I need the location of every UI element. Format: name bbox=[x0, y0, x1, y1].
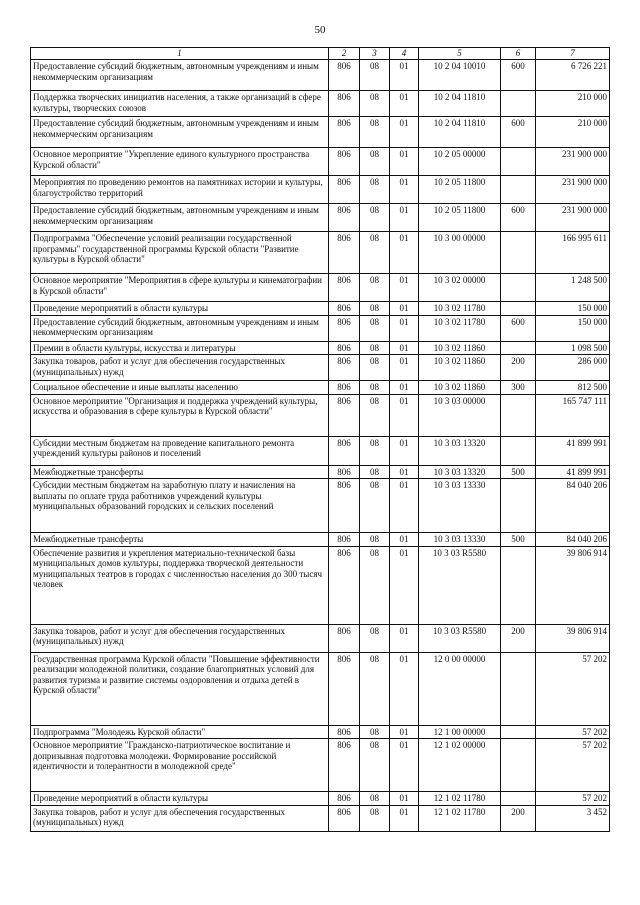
row-kind-cell bbox=[501, 739, 536, 792]
row-amount-cell: 39 806 914 bbox=[536, 624, 610, 652]
row-amount-cell: 57 202 bbox=[536, 725, 610, 739]
row-code-cell: 806 bbox=[329, 117, 360, 148]
row-subsection-cell: 01 bbox=[390, 60, 419, 91]
row-name-cell: Предоставление субсидий бюджетным, автономным учреждениям и иным некоммерческим организациям bbox=[31, 60, 329, 91]
row-amount-cell: 1 098 500 bbox=[536, 341, 610, 355]
table-row bbox=[31, 652, 610, 725]
table-row bbox=[31, 465, 610, 479]
row-name-cell: Межбюджетные трансферты bbox=[31, 533, 329, 547]
row-target-cell: 10 3 02 11860 bbox=[419, 381, 501, 395]
row-section-cell: 08 bbox=[360, 341, 390, 355]
row-code-cell: 806 bbox=[329, 91, 360, 117]
row-subsection-cell: 01 bbox=[390, 381, 419, 395]
row-code-cell: 806 bbox=[329, 725, 360, 739]
row-section-cell: 08 bbox=[360, 148, 390, 176]
row-amount-cell: 812 500 bbox=[536, 381, 610, 395]
row-section-cell: 08 bbox=[360, 792, 390, 806]
row-name-cell: Проведение мероприятий в области культуры bbox=[31, 302, 329, 316]
table-row bbox=[31, 479, 610, 533]
row-subsection-cell: 01 bbox=[390, 355, 419, 381]
row-section-cell: 08 bbox=[360, 176, 390, 204]
row-code-cell: 806 bbox=[329, 274, 360, 302]
row-name-cell: Мероприятия по проведению ремонтов на памятниках истории и культуры, благоустройство территорий bbox=[31, 176, 329, 204]
row-kind-cell: 300 bbox=[501, 381, 536, 395]
row-subsection-cell: 01 bbox=[390, 546, 419, 624]
row-subsection-cell: 01 bbox=[390, 302, 419, 316]
row-target-cell: 12 1 02 00000 bbox=[419, 739, 501, 792]
page-number: 50 bbox=[314, 24, 326, 36]
row-section-cell: 08 bbox=[360, 805, 390, 831]
row-kind-cell: 200 bbox=[501, 624, 536, 652]
row-target-cell: 10 3 03 13330 bbox=[419, 533, 501, 547]
row-kind-cell bbox=[501, 436, 536, 465]
row-kind-cell: 500 bbox=[501, 533, 536, 547]
row-amount-cell: 41 899 991 bbox=[536, 436, 610, 465]
row-kind-cell bbox=[501, 341, 536, 355]
row-code-cell: 806 bbox=[329, 652, 360, 725]
row-amount-cell: 165 747 111 bbox=[536, 394, 610, 436]
row-section-cell: 08 bbox=[360, 204, 390, 232]
table-row bbox=[31, 176, 610, 204]
row-amount-cell: 210 000 bbox=[536, 117, 610, 148]
row-kind-cell: 200 bbox=[501, 355, 536, 381]
row-section-cell: 08 bbox=[360, 479, 390, 533]
row-section-cell: 08 bbox=[360, 546, 390, 624]
row-code-cell: 806 bbox=[329, 355, 360, 381]
row-code-cell: 806 bbox=[329, 739, 360, 792]
row-amount-cell: 231 900 000 bbox=[536, 176, 610, 204]
row-subsection-cell: 01 bbox=[390, 176, 419, 204]
row-code-cell: 806 bbox=[329, 479, 360, 533]
row-target-cell: 12 1 00 00000 bbox=[419, 725, 501, 739]
row-amount-cell: 57 202 bbox=[536, 739, 610, 792]
table-row bbox=[31, 436, 610, 465]
table-row bbox=[31, 792, 610, 806]
row-subsection-cell: 01 bbox=[390, 117, 419, 148]
row-section-cell: 08 bbox=[360, 91, 390, 117]
row-name-cell: Закупка товаров, работ и услуг для обеспечения государственных (муниципальных) нужд bbox=[31, 805, 329, 831]
row-subsection-cell: 01 bbox=[390, 479, 419, 533]
row-code-cell: 806 bbox=[329, 302, 360, 316]
table-row bbox=[31, 302, 610, 316]
row-target-cell: 12 0 00 00000 bbox=[419, 652, 501, 725]
row-subsection-cell: 01 bbox=[390, 739, 419, 792]
row-target-cell: 12 1 02 11780 bbox=[419, 805, 501, 831]
row-amount-cell: 84 040 206 bbox=[536, 479, 610, 533]
row-subsection-cell: 01 bbox=[390, 725, 419, 739]
row-subsection-cell: 01 bbox=[390, 394, 419, 436]
row-kind-cell bbox=[501, 176, 536, 204]
row-section-cell: 08 bbox=[360, 60, 390, 91]
row-name-cell: Социальное обеспечение и иные выплаты населению bbox=[31, 381, 329, 395]
row-section-cell: 08 bbox=[360, 652, 390, 725]
row-kind-cell bbox=[501, 479, 536, 533]
row-amount-cell: 231 900 000 bbox=[536, 148, 610, 176]
row-section-cell: 08 bbox=[360, 381, 390, 395]
row-kind-cell: 500 bbox=[501, 465, 536, 479]
row-section-cell: 08 bbox=[360, 394, 390, 436]
row-section-cell: 08 bbox=[360, 465, 390, 479]
row-name-cell: Основное мероприятие "Мероприятия в сфере культуры и кинематографии в Курской области" bbox=[31, 274, 329, 302]
row-target-cell: 10 3 03 13320 bbox=[419, 436, 501, 465]
table-row bbox=[31, 232, 610, 274]
row-name-cell: Основное мероприятие "Укрепление единого культурного пространства Курской области" bbox=[31, 148, 329, 176]
row-target-cell: 10 2 04 11810 bbox=[419, 117, 501, 148]
budget-table bbox=[30, 47, 610, 832]
table-row bbox=[31, 148, 610, 176]
row-code-cell: 806 bbox=[329, 546, 360, 624]
row-amount-cell: 57 202 bbox=[536, 652, 610, 725]
table-row bbox=[31, 381, 610, 395]
row-kind-cell bbox=[501, 91, 536, 117]
row-target-cell: 10 3 02 11780 bbox=[419, 315, 501, 341]
row-target-cell: 10 3 03 13330 bbox=[419, 479, 501, 533]
row-code-cell: 806 bbox=[329, 315, 360, 341]
table-row bbox=[31, 805, 610, 831]
row-code-cell: 806 bbox=[329, 232, 360, 274]
table-row bbox=[31, 533, 610, 547]
row-kind-cell bbox=[501, 725, 536, 739]
row-kind-cell bbox=[501, 148, 536, 176]
row-amount-cell: 231 900 000 bbox=[536, 204, 610, 232]
table-row bbox=[31, 117, 610, 148]
row-section-cell: 08 bbox=[360, 436, 390, 465]
row-target-cell: 10 2 05 00000 bbox=[419, 148, 501, 176]
row-subsection-cell: 01 bbox=[390, 232, 419, 274]
row-amount-cell: 210 000 bbox=[536, 91, 610, 117]
row-code-cell: 806 bbox=[329, 341, 360, 355]
table-row bbox=[31, 60, 610, 91]
row-amount-cell: 84 040 206 bbox=[536, 533, 610, 547]
row-target-cell: 12 1 02 11780 bbox=[419, 792, 501, 806]
row-subsection-cell: 01 bbox=[390, 148, 419, 176]
row-kind-cell bbox=[501, 232, 536, 274]
row-code-cell: 806 bbox=[329, 60, 360, 91]
row-section-cell: 08 bbox=[360, 274, 390, 302]
row-amount-cell: 41 899 991 bbox=[536, 465, 610, 479]
row-section-cell: 08 bbox=[360, 302, 390, 316]
row-target-cell: 10 3 02 11860 bbox=[419, 341, 501, 355]
table-row bbox=[31, 274, 610, 302]
row-target-cell: 10 2 05 11800 bbox=[419, 176, 501, 204]
row-amount-cell: 6 726 221 bbox=[536, 60, 610, 91]
row-code-cell: 806 bbox=[329, 465, 360, 479]
row-amount-cell: 150 000 bbox=[536, 315, 610, 341]
table-row bbox=[31, 341, 610, 355]
row-subsection-cell: 01 bbox=[390, 652, 419, 725]
row-kind-cell: 200 bbox=[501, 805, 536, 831]
table-row bbox=[31, 624, 610, 652]
row-code-cell: 806 bbox=[329, 792, 360, 806]
row-kind-cell: 600 bbox=[501, 60, 536, 91]
row-amount-cell: 166 995 611 bbox=[536, 232, 610, 274]
row-code-cell: 806 bbox=[329, 533, 360, 547]
row-kind-cell: 600 bbox=[501, 204, 536, 232]
row-target-cell: 10 3 03 R5580 bbox=[419, 624, 501, 652]
row-section-cell: 08 bbox=[360, 624, 390, 652]
row-amount-cell: 57 202 bbox=[536, 792, 610, 806]
row-kind-cell: 600 bbox=[501, 315, 536, 341]
row-name-cell: Поддержка творческих инициатив населения, а также организаций в сфере культуры, творческих союзов bbox=[31, 91, 329, 117]
row-kind-cell bbox=[501, 652, 536, 725]
row-section-cell: 08 bbox=[360, 355, 390, 381]
row-subsection-cell: 01 bbox=[390, 805, 419, 831]
row-code-cell: 806 bbox=[329, 204, 360, 232]
row-name-cell: Предоставление субсидий бюджетным, автономным учреждениям и иным некоммерческим организациям bbox=[31, 315, 329, 341]
row-subsection-cell: 01 bbox=[390, 465, 419, 479]
row-amount-cell: 150 000 bbox=[536, 302, 610, 316]
row-name-cell: Обеспечение развития и укрепления материально-технической базы муниципальных домов культуры, поддержка творческой деятельности муниципальных театров в городах с численностью населения до 300 тысяч человек bbox=[31, 546, 329, 624]
row-code-cell: 806 bbox=[329, 148, 360, 176]
row-section-cell: 08 bbox=[360, 739, 390, 792]
row-target-cell: 10 2 05 11800 bbox=[419, 204, 501, 232]
row-kind-cell: 600 bbox=[501, 117, 536, 148]
row-name-cell: Подпрограмма "Молодежь Курской области" bbox=[31, 725, 329, 739]
row-kind-cell bbox=[501, 546, 536, 624]
column-header: 3 bbox=[360, 48, 390, 60]
row-section-cell: 08 bbox=[360, 232, 390, 274]
row-subsection-cell: 01 bbox=[390, 204, 419, 232]
row-name-cell: Основное мероприятие "Гражданско-патриотическое воспитание и допризывная подготовка молодежи. Формирование российской идентичности и толерантности в молодежной среде" bbox=[31, 739, 329, 792]
table-row bbox=[31, 546, 610, 624]
table-row bbox=[31, 725, 610, 739]
row-subsection-cell: 01 bbox=[390, 533, 419, 547]
row-name-cell: Подпрограмма "Обеспечение условий реализации государственной программы" государственной программы Курской области "Развитие культуры в Курской области" bbox=[31, 232, 329, 274]
row-code-cell: 806 bbox=[329, 394, 360, 436]
row-name-cell: Проведение мероприятий в области культуры bbox=[31, 792, 329, 806]
column-header: 5 bbox=[419, 48, 501, 60]
row-code-cell: 806 bbox=[329, 176, 360, 204]
row-target-cell: 10 2 04 10010 bbox=[419, 60, 501, 91]
row-subsection-cell: 01 bbox=[390, 792, 419, 806]
row-subsection-cell: 01 bbox=[390, 341, 419, 355]
row-subsection-cell: 01 bbox=[390, 91, 419, 117]
row-subsection-cell: 01 bbox=[390, 624, 419, 652]
row-kind-cell bbox=[501, 274, 536, 302]
column-header: 4 bbox=[390, 48, 419, 60]
column-header: 2 bbox=[329, 48, 360, 60]
column-header: 1 bbox=[31, 48, 329, 60]
row-target-cell: 10 3 00 00000 bbox=[419, 232, 501, 274]
table-row bbox=[31, 355, 610, 381]
table-row bbox=[31, 394, 610, 436]
row-name-cell: Предоставление субсидий бюджетным, автономным учреждениям и иным некоммерческим организациям bbox=[31, 204, 329, 232]
row-target-cell: 10 3 03 R5580 bbox=[419, 546, 501, 624]
row-name-cell: Субсидии местным бюджетам на заработную плату и начисления на выплаты по оплате труда работников учреждений культуры муниципальных образований городских и сельских поселений bbox=[31, 479, 329, 533]
table-row bbox=[31, 315, 610, 341]
column-header: 6 bbox=[501, 48, 536, 60]
row-name-cell: Премии в области культуры, искусства и литературы bbox=[31, 341, 329, 355]
header-row bbox=[31, 48, 610, 60]
row-name-cell: Предоставление субсидий бюджетным, автономным учреждениям и иным некоммерческим организациям bbox=[31, 117, 329, 148]
row-amount-cell: 286 000 bbox=[536, 355, 610, 381]
row-target-cell: 10 3 02 11860 bbox=[419, 355, 501, 381]
column-header: 7 bbox=[536, 48, 610, 60]
row-target-cell: 10 3 02 11780 bbox=[419, 302, 501, 316]
row-target-cell: 10 3 03 00000 bbox=[419, 394, 501, 436]
row-name-cell: Закупка товаров, работ и услуг для обеспечения государственных (муниципальных) нужд bbox=[31, 624, 329, 652]
row-kind-cell bbox=[501, 302, 536, 316]
row-target-cell: 10 3 03 13320 bbox=[419, 465, 501, 479]
row-amount-cell: 1 248 500 bbox=[536, 274, 610, 302]
row-code-cell: 806 bbox=[329, 381, 360, 395]
row-kind-cell bbox=[501, 792, 536, 806]
table-row bbox=[31, 739, 610, 792]
row-target-cell: 10 3 02 00000 bbox=[419, 274, 501, 302]
row-target-cell: 10 2 04 11810 bbox=[419, 91, 501, 117]
table-row bbox=[31, 91, 610, 117]
row-name-cell: Основное мероприятие "Организация и поддержка учреждений культуры, искусства и образования в сфере культуры в Курской области" bbox=[31, 394, 329, 436]
row-amount-cell: 3 452 bbox=[536, 805, 610, 831]
row-subsection-cell: 01 bbox=[390, 315, 419, 341]
row-name-cell: Субсидии местным бюджетам на проведение капитального ремонта учреждений культуры районов и поселений bbox=[31, 436, 329, 465]
row-code-cell: 806 bbox=[329, 805, 360, 831]
row-name-cell: Межбюджетные трансферты bbox=[31, 465, 329, 479]
row-section-cell: 08 bbox=[360, 315, 390, 341]
row-kind-cell bbox=[501, 394, 536, 436]
row-name-cell: Государственная программа Курской области "Повышение эффективности реализации молодежной политики, создание благоприятных условий для развития туризма и развитие системы оздоровления и отдыха детей в Курской области" bbox=[31, 652, 329, 725]
row-code-cell: 806 bbox=[329, 624, 360, 652]
row-amount-cell: 39 806 914 bbox=[536, 546, 610, 624]
row-section-cell: 08 bbox=[360, 117, 390, 148]
row-section-cell: 08 bbox=[360, 725, 390, 739]
row-section-cell: 08 bbox=[360, 533, 390, 547]
row-subsection-cell: 01 bbox=[390, 436, 419, 465]
row-name-cell: Закупка товаров, работ и услуг для обеспечения государственных (муниципальных) нужд bbox=[31, 355, 329, 381]
row-subsection-cell: 01 bbox=[390, 274, 419, 302]
table-row bbox=[31, 204, 610, 232]
row-code-cell: 806 bbox=[329, 436, 360, 465]
